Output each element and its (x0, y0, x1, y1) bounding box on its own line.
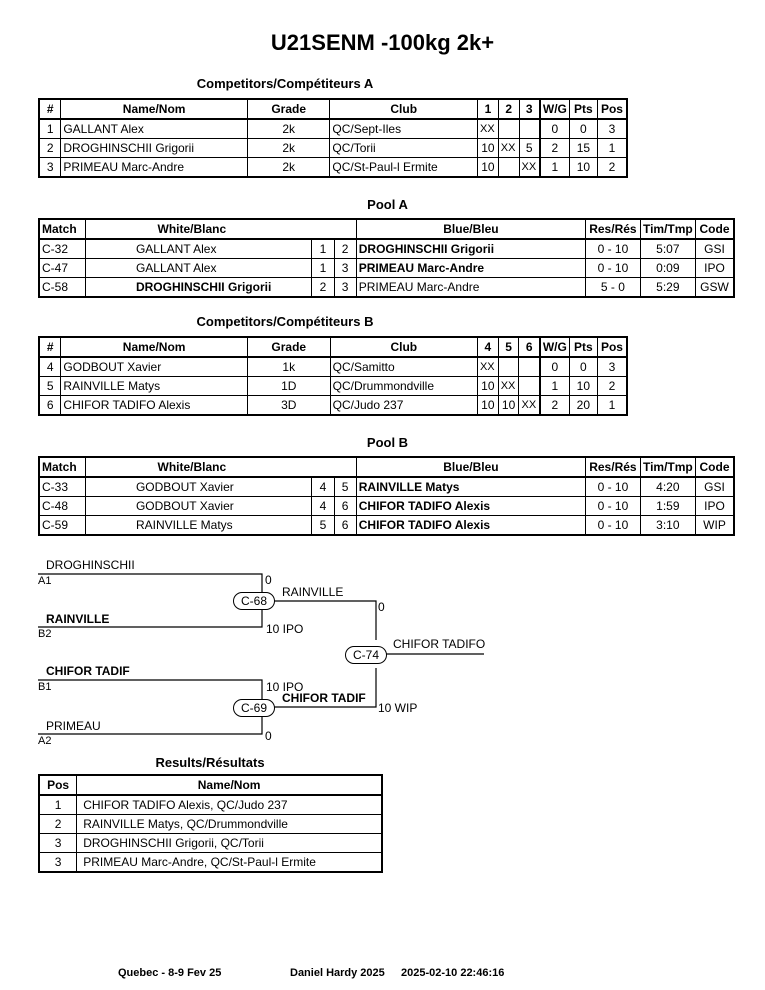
cell-pos: 2 (597, 377, 627, 396)
cell-pos: 1 (597, 396, 627, 416)
competitors-b-heading: Competitors/Compétiteurs B (196, 314, 374, 329)
cell-blue: CHIFOR TADIFO Alexis (356, 516, 585, 536)
cell-match: C-48 (39, 497, 85, 516)
pool-b-heading: Pool B (366, 435, 409, 450)
cell-pos: 3 (597, 119, 627, 139)
cell-match: C-47 (39, 259, 85, 278)
competitors-a-table (38, 98, 628, 178)
col-blue: Blue/Bleu (356, 457, 585, 477)
bracket-seed-name: RAINVILLE (46, 612, 110, 626)
col-name: Name/Nom (61, 337, 247, 357)
cell-name: RAINVILLE Matys, QC/Drummondville (77, 815, 382, 834)
cell-score: 10 (498, 396, 519, 416)
table-row (39, 815, 382, 834)
cell-blue: DROGHINSCHII Grigorii (356, 239, 585, 259)
col-1: 1 (478, 99, 499, 119)
pool-a-heading: Pool A (367, 197, 408, 212)
cell-score: 10 (478, 158, 499, 178)
cell-wg: 0 (540, 119, 570, 139)
col-white: White/Blanc (85, 219, 356, 239)
cell-score: XX (477, 357, 498, 377)
competitors-a-heading: Competitors/Compétiteurs A (196, 76, 374, 91)
table-row (39, 158, 627, 178)
cell-code: IPO (696, 497, 734, 516)
col-5: 5 (498, 337, 519, 357)
footer-timestamp: 2025-02-10 22:46:16 (401, 967, 505, 979)
bracket-score: 0 (378, 600, 385, 614)
cell-match: C-33 (39, 477, 85, 497)
col-res: Res/Rés (586, 219, 641, 239)
bracket-seed-label: B2 (38, 628, 52, 640)
col-time: Tim/Tmp (640, 219, 695, 239)
cell-white-num: 2 (312, 278, 334, 298)
col-club: Club (330, 99, 478, 119)
col-4: 4 (477, 337, 498, 357)
table-row (39, 119, 627, 139)
table-row (39, 259, 734, 278)
cell-code: IPO (696, 259, 734, 278)
col-name: Name/Nom (61, 99, 248, 119)
cell-num: 6 (39, 396, 61, 416)
col-grade: Grade (247, 337, 330, 357)
cell-name: PRIMEAU Marc-Andre (61, 158, 248, 178)
cell-res: 0 - 10 (586, 239, 641, 259)
cell-blue-num: 2 (334, 239, 356, 259)
cell-white: RAINVILLE Matys (85, 516, 311, 536)
match-label-c68: C-68 (233, 592, 275, 610)
cell-blue-num: 3 (334, 259, 356, 278)
bracket-seed-label: B1 (38, 681, 52, 693)
col-grade: Grade (247, 99, 329, 119)
cell-match: C-59 (39, 516, 85, 536)
table-row (39, 357, 627, 377)
cell-score (519, 357, 540, 377)
col-res: Res/Rés (586, 457, 641, 477)
cell-pts: 20 (569, 396, 597, 416)
col-6: 6 (519, 337, 540, 357)
cell-wg: 2 (540, 396, 570, 416)
cell-name: CHIFOR TADIFO Alexis (61, 396, 247, 416)
table-row (39, 834, 382, 853)
cell-time: 1:59 (640, 497, 695, 516)
col-pts: Pts (569, 99, 597, 119)
cell-wg: 2 (540, 139, 570, 158)
bracket-score: 0 (265, 573, 272, 587)
col-club: Club (330, 337, 477, 357)
cell-num: 4 (39, 357, 61, 377)
cell-club: QC/Torii (330, 139, 478, 158)
col-code: Code (696, 457, 734, 477)
cell-num: 5 (39, 377, 61, 396)
pool-b-table (38, 456, 735, 536)
page-title: U21SENM -100kg 2k+ (270, 30, 495, 55)
cell-white-num: 4 (312, 497, 334, 516)
col-white: White/Blanc (85, 457, 356, 477)
cell-name: DROGHINSCHII Grigorii (61, 139, 248, 158)
cell-name: PRIMEAU Marc-Andre, QC/St-Paul-l Ermite (77, 853, 382, 873)
table-row (39, 516, 734, 536)
table-row (39, 377, 627, 396)
match-label-c74: C-74 (345, 646, 387, 664)
cell-wg: 1 (540, 158, 570, 178)
results-table (38, 774, 383, 873)
cell-pts: 15 (569, 139, 597, 158)
cell-club: QC/Samitto (330, 357, 477, 377)
bracket-seed-name: DROGHINSCHII (46, 558, 135, 572)
cell-code: GSW (696, 278, 734, 298)
bracket-final-winner: CHIFOR TADIFO (393, 637, 486, 651)
cell-white: DROGHINSCHII Grigorii (85, 278, 311, 298)
table-row (39, 497, 734, 516)
cell-code: WIP (696, 516, 734, 536)
cell-pos: 3 (39, 853, 77, 873)
cell-pos: 1 (39, 795, 77, 815)
cell-grade: 1k (247, 357, 330, 377)
col-num: # (39, 337, 61, 357)
cell-blue: PRIMEAU Marc-Andre (356, 278, 585, 298)
cell-score: 10 (477, 377, 498, 396)
cell-club: QC/St-Paul-l Ermite (330, 158, 478, 178)
cell-club: QC/Judo 237 (330, 396, 477, 416)
col-pos: Pos (39, 775, 77, 795)
bracket-score: 10 WIP (378, 701, 418, 715)
cell-score (498, 119, 519, 139)
table-row (39, 396, 627, 416)
col-match: Match (39, 219, 85, 239)
cell-score: 5 (519, 139, 540, 158)
bracket-seed-name: CHIFOR TADIF (46, 664, 130, 678)
cell-res: 0 - 10 (586, 259, 641, 278)
bracket-seed-label: A2 (38, 735, 52, 747)
cell-match: C-58 (39, 278, 85, 298)
cell-blue: RAINVILLE Matys (356, 477, 585, 497)
cell-wg: 1 (540, 377, 570, 396)
cell-grade: 1D (247, 377, 330, 396)
cell-score: XX (519, 396, 540, 416)
cell-code: GSI (696, 477, 734, 497)
bracket-winner: RAINVILLE (282, 585, 344, 599)
cell-grade: 2k (247, 139, 329, 158)
cell-res: 0 - 10 (586, 477, 641, 497)
results-heading: Results/Résultats (155, 755, 265, 770)
col-blue: Blue/Bleu (356, 219, 585, 239)
cell-res: 0 - 10 (586, 516, 641, 536)
cell-score (519, 377, 540, 396)
table-row (39, 278, 734, 298)
cell-time: 3:10 (640, 516, 695, 536)
cell-score: XX (478, 119, 499, 139)
match-label-c69: C-69 (233, 699, 275, 717)
cell-score: 10 (478, 139, 499, 158)
footer-event: Quebec - 8-9 Fev 25 (118, 967, 222, 979)
col-wg: W/G (540, 99, 570, 119)
cell-grade: 3D (247, 396, 330, 416)
bracket-seed-name: PRIMEAU (46, 719, 101, 733)
cell-name: RAINVILLE Matys (61, 377, 247, 396)
cell-white-num: 1 (312, 239, 334, 259)
cell-pos: 1 (597, 139, 627, 158)
cell-score: 10 (477, 396, 498, 416)
cell-club: QC/Sept-Iles (330, 119, 478, 139)
cell-pos: 3 (39, 834, 77, 853)
bracket-winner: CHIFOR TADIF (282, 691, 366, 705)
cell-score: XX (498, 377, 519, 396)
cell-white-num: 1 (312, 259, 334, 278)
bracket-seed-label: A1 (38, 575, 52, 587)
col-3: 3 (519, 99, 540, 119)
cell-num: 3 (39, 158, 61, 178)
cell-time: 5:07 (640, 239, 695, 259)
cell-pos: 3 (597, 357, 627, 377)
cell-grade: 2k (247, 158, 329, 178)
cell-name: GODBOUT Xavier (61, 357, 247, 377)
cell-time: 5:29 (640, 278, 695, 298)
bracket-score: 0 (265, 729, 272, 743)
cell-white: GALLANT Alex (85, 259, 311, 278)
cell-blue: PRIMEAU Marc-Andre (356, 259, 585, 278)
cell-blue-num: 3 (334, 278, 356, 298)
col-code: Code (696, 219, 734, 239)
col-num: # (39, 99, 61, 119)
cell-pts: 10 (569, 377, 597, 396)
cell-wg: 0 (540, 357, 570, 377)
cell-num: 2 (39, 139, 61, 158)
table-row (39, 239, 734, 259)
cell-white: GODBOUT Xavier (85, 477, 311, 497)
cell-white: GALLANT Alex (85, 239, 311, 259)
cell-white-num: 5 (312, 516, 334, 536)
cell-white: GODBOUT Xavier (85, 497, 311, 516)
table-row (39, 853, 382, 873)
cell-name: CHIFOR TADIFO Alexis, QC/Judo 237 (77, 795, 382, 815)
col-pos: Pos (597, 337, 627, 357)
col-pts: Pts (569, 337, 597, 357)
cell-score (498, 158, 519, 178)
col-time: Tim/Tmp (640, 457, 695, 477)
cell-num: 1 (39, 119, 61, 139)
cell-time: 0:09 (640, 259, 695, 278)
cell-score (519, 119, 540, 139)
cell-score (498, 357, 519, 377)
cell-score: XX (498, 139, 519, 158)
col-2: 2 (498, 99, 519, 119)
pool-a-table (38, 218, 735, 298)
cell-match: C-32 (39, 239, 85, 259)
competitors-b-table (38, 336, 628, 416)
footer-author: Daniel Hardy 2025 (290, 967, 385, 979)
cell-white-num: 4 (312, 477, 334, 497)
bracket-score: 10 IPO (266, 622, 304, 636)
cell-pts: 0 (569, 357, 597, 377)
col-name: Name/Nom (77, 775, 382, 795)
cell-code: GSI (696, 239, 734, 259)
cell-score: XX (519, 158, 540, 178)
col-pos: Pos (597, 99, 627, 119)
table-row (39, 139, 627, 158)
cell-blue-num: 6 (334, 516, 356, 536)
cell-club: QC/Drummondville (330, 377, 477, 396)
cell-name: DROGHINSCHII Grigorii, QC/Torii (77, 834, 382, 853)
cell-pos: 2 (597, 158, 627, 178)
cell-blue: CHIFOR TADIFO Alexis (356, 497, 585, 516)
cell-name: GALLANT Alex (61, 119, 248, 139)
cell-res: 0 - 10 (586, 497, 641, 516)
cell-pts: 10 (569, 158, 597, 178)
table-row (39, 477, 734, 497)
col-wg: W/G (540, 337, 570, 357)
cell-res: 5 - 0 (586, 278, 641, 298)
cell-blue-num: 6 (334, 497, 356, 516)
table-row (39, 795, 382, 815)
cell-blue-num: 5 (334, 477, 356, 497)
bracket-score: 10 IPO (266, 680, 304, 694)
cell-pts: 0 (569, 119, 597, 139)
col-match: Match (39, 457, 85, 477)
cell-grade: 2k (247, 119, 329, 139)
cell-time: 4:20 (640, 477, 695, 497)
cell-pos: 2 (39, 815, 77, 834)
